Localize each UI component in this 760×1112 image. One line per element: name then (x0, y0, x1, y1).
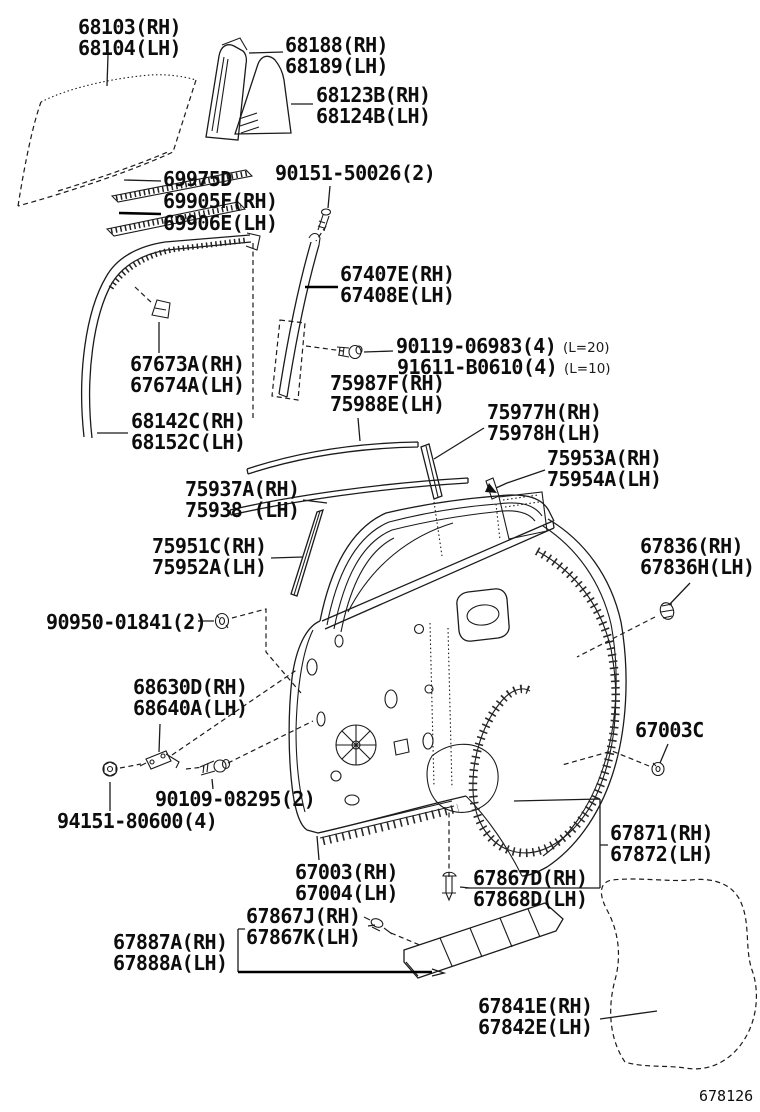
regulator-spokes (336, 725, 376, 765)
vent-window-frame (206, 38, 247, 140)
door-handle-recess (457, 589, 509, 641)
part-label: 68630D(RH) (133, 675, 248, 699)
part-label: 75987F(RH) (330, 371, 445, 395)
panel-hole (345, 795, 359, 805)
part-label: 67407E(RH) (340, 262, 455, 286)
part-label: 69905F(RH) (163, 189, 278, 213)
panel-outline (289, 621, 466, 833)
door-inner-panel (289, 621, 498, 841)
clip-outline (152, 300, 170, 318)
part-label: 90151-50026(2) (275, 161, 436, 185)
part-label: 67867K(LH) (246, 925, 361, 949)
part-label: 67887A(RH) (113, 930, 228, 954)
frame-top-cap (222, 38, 247, 50)
plug-icon (658, 601, 676, 621)
weatherstrip-hatch (473, 551, 616, 853)
construction-dashed-lines (120, 226, 655, 946)
nut-icon (103, 762, 117, 776)
plug-inner (656, 767, 660, 772)
part-label: 68188(RH) (285, 33, 388, 57)
dotted-guide-lines (430, 495, 539, 788)
part-label: 67004(LH) (295, 881, 398, 905)
weatherstrip-rear-band (473, 551, 616, 853)
part-label: 75952A(LH) (152, 555, 267, 579)
channel-ends (279, 234, 320, 398)
part-label-note: (L=20) (563, 340, 610, 356)
part-label: 67674A(LH) (130, 373, 245, 397)
part-label: 68104(LH) (78, 36, 181, 60)
quarter-window-glass (235, 56, 291, 134)
glass-top-edge (41, 75, 196, 102)
part-label: 68152C(LH) (131, 430, 246, 454)
part-label: 94151-80600(4) (57, 809, 218, 833)
grommet-inner (220, 618, 225, 625)
weatherstrip-centerline (473, 551, 616, 853)
handle-inner-oval (466, 603, 500, 627)
check-hole (150, 760, 154, 764)
panel-hole (331, 771, 341, 781)
frame-moulding-upper (247, 442, 418, 474)
plug-icon (652, 763, 664, 776)
check-hole (161, 754, 165, 758)
bolt-flange (349, 346, 361, 359)
part-label: 67408E(LH) (340, 283, 455, 307)
service-hole-cover (601, 879, 756, 1069)
part-label: 67841E(RH) (478, 994, 593, 1018)
part-label: 67003(RH) (295, 860, 398, 884)
frame-retainer-rear (421, 444, 442, 499)
part-label: 69906E(LH) (163, 211, 278, 235)
part-label: 75954A(LH) (547, 467, 662, 491)
part-label: 67842E(LH) (478, 1015, 593, 1039)
panel-hole (415, 625, 424, 634)
frame-clip-icon (152, 300, 170, 318)
glass-run-channel (82, 233, 260, 438)
screw-shank (318, 215, 329, 231)
rocker-hatch-band (323, 808, 458, 841)
part-label: 68124B(LH) (316, 104, 431, 128)
protector-outline (404, 903, 563, 978)
nut-hex (104, 762, 116, 776)
part-label: 67836(RH) (640, 534, 743, 558)
grommet-icon (216, 614, 229, 629)
part-label: 75937A(RH) (185, 477, 300, 501)
lower-protector-strip (404, 903, 563, 978)
clip-stem (442, 876, 456, 900)
glass-hatch (239, 113, 259, 133)
part-label: 91611-B0610(4) (397, 355, 558, 379)
part-label: 69975D (163, 167, 232, 191)
part-label: 75938 (LH) (185, 498, 300, 522)
bolt-icon (337, 346, 362, 359)
part-label: 67888A(LH) (113, 951, 228, 975)
run-hatch (111, 240, 248, 288)
part-label: 67872(LH) (610, 842, 713, 866)
panel-hole (317, 712, 325, 726)
grommet-ticks (217, 615, 228, 628)
moulding-inner (294, 511, 320, 595)
frame-inner-lines (212, 57, 228, 133)
diagram-code: 678126 (699, 1087, 754, 1105)
part-label: 90950-01841(2) (46, 610, 207, 634)
part-label: 90109-08295(2) (155, 787, 316, 811)
run-outer (82, 235, 250, 437)
bolt-shank (337, 347, 349, 357)
part-label: 67867J(RH) (246, 904, 361, 928)
part-label: 68142C(RH) (131, 409, 246, 433)
cover-outline (601, 879, 756, 1069)
part-label: 67836H(LH) (640, 555, 755, 579)
glass-outline (235, 56, 291, 134)
panel-square-hole (394, 739, 409, 755)
part-label: 75953A(RH) (547, 446, 662, 470)
division-bar-channel (272, 234, 320, 401)
part-label: 75951C(RH) (152, 534, 267, 558)
part-label: 67673A(RH) (130, 352, 245, 376)
part-label: 75988E(LH) (330, 392, 445, 416)
part-label: 67867D(RH) (473, 866, 588, 890)
part-label: 67003C (635, 718, 704, 742)
panel-inner-edge (296, 630, 313, 812)
bolt-shank (200, 761, 215, 775)
thick-leader-lines (119, 213, 432, 972)
panel-hole (423, 733, 433, 749)
bolt-flange (214, 760, 226, 772)
part-label: 68189(LH) (285, 54, 388, 78)
panel-bottom-lines (318, 801, 454, 838)
part-label: 75977H(RH) (487, 400, 602, 424)
bolt-icon (200, 760, 230, 776)
belt-moulding-front (291, 510, 323, 596)
frame-arc-1 (320, 495, 554, 621)
moulding-lines (247, 442, 418, 474)
part-label: 68640A(LH) (133, 696, 248, 720)
check-plate (146, 751, 171, 769)
channel-outer (279, 242, 311, 394)
door-outer-shell (457, 519, 626, 876)
screw-head (322, 209, 331, 215)
part-label-note: (L=10) (564, 361, 611, 377)
door-window-frame (320, 492, 554, 632)
part-label: 90119-06983(4) (396, 334, 557, 358)
nut-center (108, 767, 113, 772)
shell-inner-edge (543, 526, 616, 856)
part-label: 68123B(RH) (316, 83, 431, 107)
part-label: 67871(RH) (610, 821, 713, 845)
part-label: 75978H(LH) (487, 421, 602, 445)
part-label: 68103(RH) (78, 15, 181, 39)
panel-hole (307, 659, 317, 675)
glass-inner-line (58, 151, 170, 191)
panel-hole (335, 635, 343, 647)
panel-hole (385, 690, 397, 708)
frame-sail-panel (499, 492, 547, 539)
part-label: 67868D(LH) (473, 887, 588, 911)
